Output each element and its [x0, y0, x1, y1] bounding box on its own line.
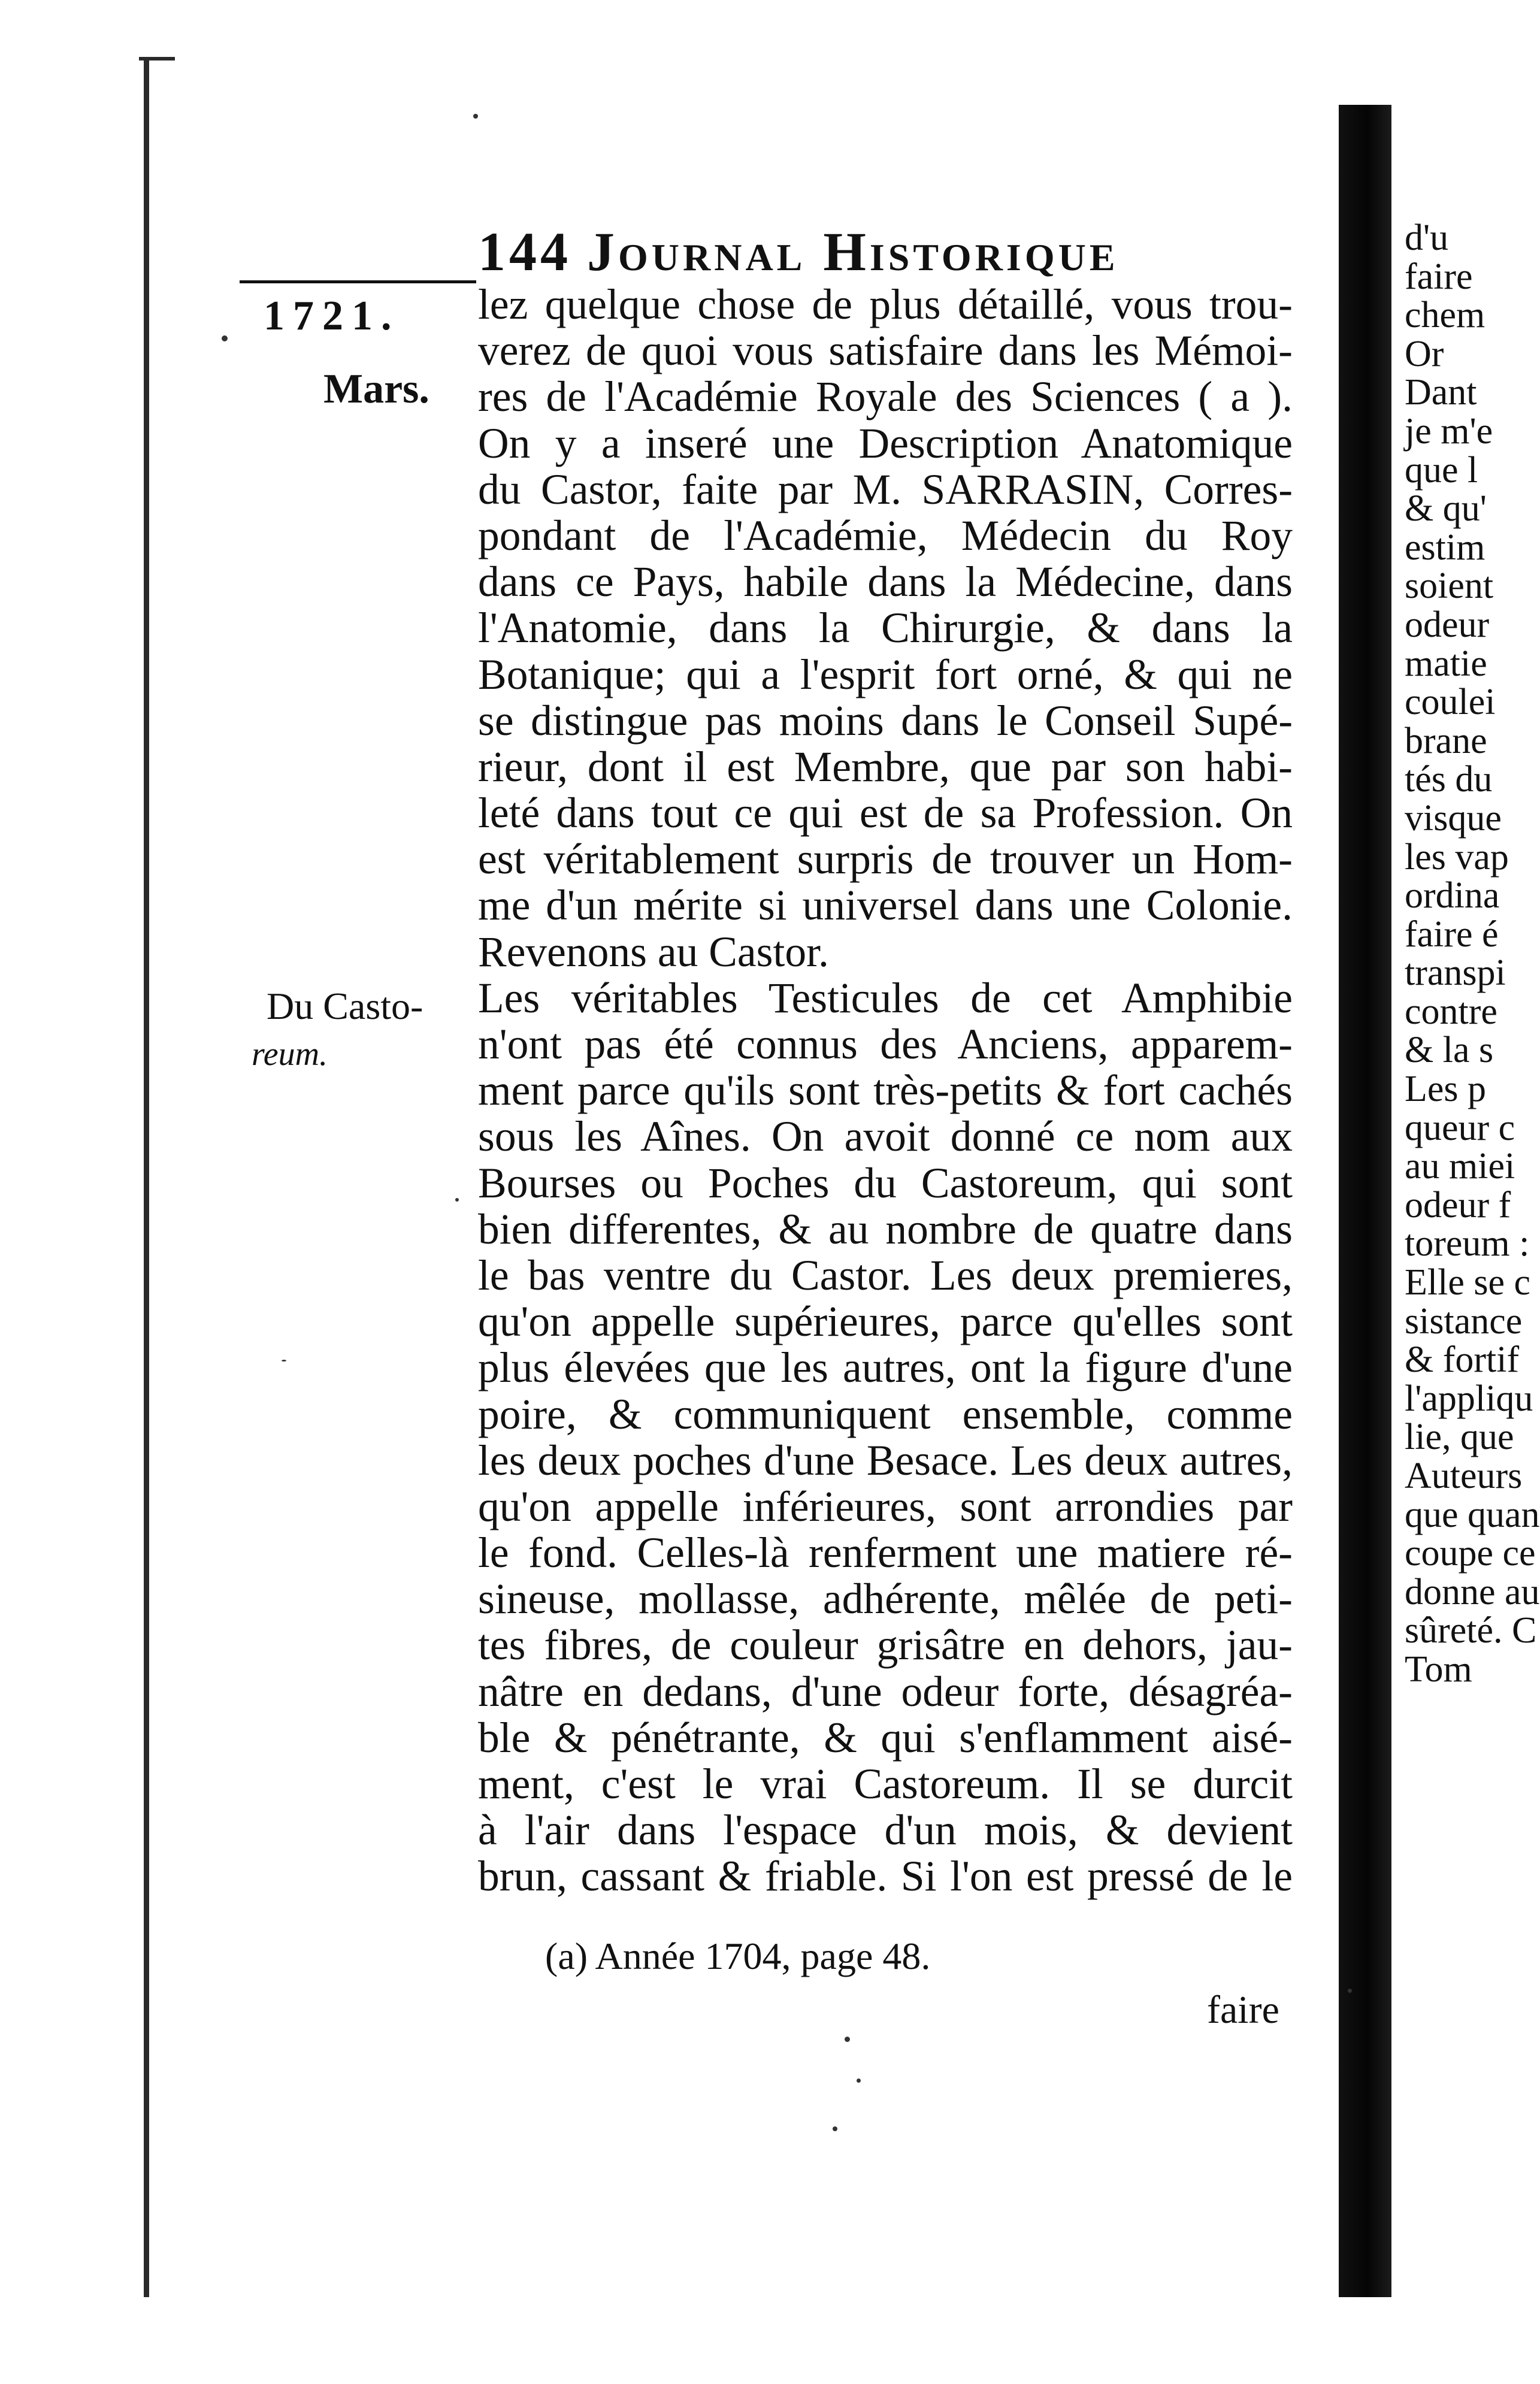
margin-year: 1721.	[264, 293, 400, 339]
body-line: l'Anatomie, dans la Chirurgie, & dans la	[478, 604, 1293, 652]
body-line: pondant de l'Académie, Médecin du Roy	[478, 512, 1293, 559]
facing-line: l'appliqu	[1405, 1378, 1533, 1419]
page-number: 144	[478, 221, 571, 282]
body-line: res de l'Académie Royale des Sciences ( a ).	[478, 373, 1293, 421]
facing-line: Tom	[1405, 1648, 1472, 1690]
body-line: poire, & communiquent ensemble, comme	[478, 1390, 1293, 1438]
body-line: rieur, dont il est Membre, que par son habi-	[478, 743, 1293, 791]
scan-speck	[282, 1360, 286, 1362]
facing-line: je m'e	[1405, 410, 1493, 452]
body-line: leté dans tout ce qui est de sa Profession. On	[478, 789, 1293, 837]
margin-note-castoreum-line1: Du Casto-	[267, 985, 423, 1027]
body-line: tes fibres, de couleur grisâtre en dehors, jau-	[478, 1621, 1293, 1669]
scan-speck	[1348, 1989, 1352, 1993]
body-line: à l'air dans l'espace d'un mois, & devient	[478, 1807, 1293, 1854]
facing-line: & qu'	[1405, 488, 1487, 530]
facing-line: donne au	[1405, 1571, 1540, 1612]
facing-line: chem	[1405, 295, 1485, 336]
facing-line: queur c	[1405, 1107, 1515, 1148]
footnote: (a) Année 1704, page 48.	[545, 1935, 931, 1977]
scan-speck	[222, 335, 228, 341]
facing-line: matie	[1405, 643, 1487, 684]
book-gutter-shadow	[1339, 105, 1391, 2297]
facing-line: que quan	[1405, 1494, 1540, 1535]
facing-line: Or	[1405, 333, 1444, 374]
facing-line: toreum :	[1405, 1223, 1530, 1264]
body-text	[478, 282, 1293, 1900]
scan-speck	[833, 2126, 837, 2131]
facing-line: Elle se c	[1405, 1262, 1531, 1303]
facing-line: sûreté. C	[1405, 1610, 1537, 1651]
body-line: qu'on appelle inférieures, sont arrondies par	[478, 1483, 1293, 1530]
facing-line: d'u	[1405, 217, 1449, 258]
facing-line: ordina	[1405, 875, 1500, 916]
scan-speck	[473, 114, 478, 119]
body-line: du Castor, faite par M. SARRASIN, Corres-	[478, 465, 1293, 513]
body-line: n'ont pas été connus des Anciens, apparem-	[478, 1021, 1293, 1068]
scan-left-edge-top	[139, 57, 175, 60]
running-header	[478, 222, 1257, 282]
body-line: lez quelque chose de plus détaillé, vous trou-	[478, 281, 1293, 328]
body-line: ment, c'est le vrai Castoreum. Il se durcit	[478, 1760, 1293, 1808]
body-line: se distingue pas moins dans le Conseil Supé-	[478, 697, 1293, 745]
body-line: sineuse, mollasse, adhérente, mêlée de peti-	[478, 1575, 1293, 1623]
margin-rule	[240, 280, 476, 283]
scan-speck	[845, 2037, 850, 2042]
body-line: qu'on appelle supérieures, parce qu'elles sont	[478, 1298, 1293, 1346]
body-line: nâtre en dedans, d'une odeur forte, désagréa-	[478, 1668, 1293, 1716]
facing-line: & fortif	[1405, 1339, 1520, 1381]
facing-line: visque	[1405, 797, 1502, 839]
facing-line: Dant	[1405, 372, 1477, 413]
facing-page-fragment	[1405, 217, 1540, 1986]
body-line: Les véritables Testicules de cet Amphibie	[478, 974, 1293, 1022]
facing-line: lie, que	[1405, 1417, 1514, 1458]
facing-line: coulei	[1405, 682, 1496, 723]
facing-line: sistance	[1405, 1300, 1523, 1342]
facing-line: contre	[1405, 991, 1497, 1032]
body-line: le bas ventre du Castor. Les deux premieres,	[478, 1251, 1293, 1299]
facing-line: odeur	[1405, 604, 1490, 645]
body-line: ble & pénétrante, & qui s'enflamment aisé-	[478, 1714, 1293, 1762]
body-line: me d'un mérite si universel dans une Colonie.	[478, 882, 1293, 930]
scan-left-edge	[144, 57, 149, 2297]
body-line: les deux poches d'une Besace. Les deux autres,	[478, 1436, 1293, 1484]
body-line: brun, cassant & friable. Si l'on est pressé de le	[478, 1853, 1293, 1901]
facing-line: que l	[1405, 449, 1478, 491]
facing-line: faire é	[1405, 913, 1499, 955]
body-line: plus élevées que les autres, ont la figure d'une	[478, 1344, 1293, 1392]
facing-line: coupe ce	[1405, 1533, 1536, 1574]
facing-line: les vap	[1405, 836, 1509, 878]
body-line: le fond. Celles-là renferment une matiere ré-	[478, 1529, 1293, 1577]
body-line: bien differentes, & au nombre de quatre dans	[478, 1205, 1293, 1253]
facing-line: soient	[1405, 565, 1494, 607]
body-line: ment parce qu'ils sont très-petits & fort cachés	[478, 1067, 1293, 1115]
scan-speck	[455, 1198, 459, 1202]
facing-line: au miei	[1405, 1146, 1515, 1187]
facing-line: transpi	[1405, 952, 1506, 994]
facing-line: brane	[1405, 720, 1487, 761]
margin-month: Mars.	[323, 366, 429, 412]
running-title: Journal Historique	[587, 221, 1119, 282]
facing-line: estim	[1405, 527, 1485, 568]
scan-speck	[857, 2079, 861, 2083]
body-line: est véritablement surpris de trouver un Hom-	[478, 836, 1293, 884]
body-line: On y a inseré une Description Anatomique	[478, 419, 1293, 467]
body-line: Botanique; qui a l'esprit fort orné, & qui ne	[478, 651, 1293, 698]
body-line: Revenons au Castor.	[478, 928, 829, 976]
body-line: sous les Aînes. On avoit donné ce nom aux	[478, 1113, 1293, 1161]
facing-line: Auteurs	[1405, 1456, 1523, 1496]
facing-line: faire	[1405, 256, 1473, 297]
margin-note-castoreum-line2: reum.	[252, 1036, 328, 1073]
body-line: dans ce Pays, habile dans la Médecine, dans	[478, 558, 1293, 606]
facing-line: odeur f	[1405, 1184, 1511, 1226]
body-line: verez de quoi vous satisfaire dans les Mémoi-	[478, 327, 1293, 375]
facing-line: & la s	[1405, 1030, 1494, 1071]
facing-line: tés du	[1405, 759, 1493, 800]
body-line: Bourses ou Poches du Castoreum, qui sont	[478, 1159, 1293, 1207]
facing-line: Les p	[1405, 1069, 1487, 1110]
catchword: faire	[1207, 1988, 1279, 2032]
